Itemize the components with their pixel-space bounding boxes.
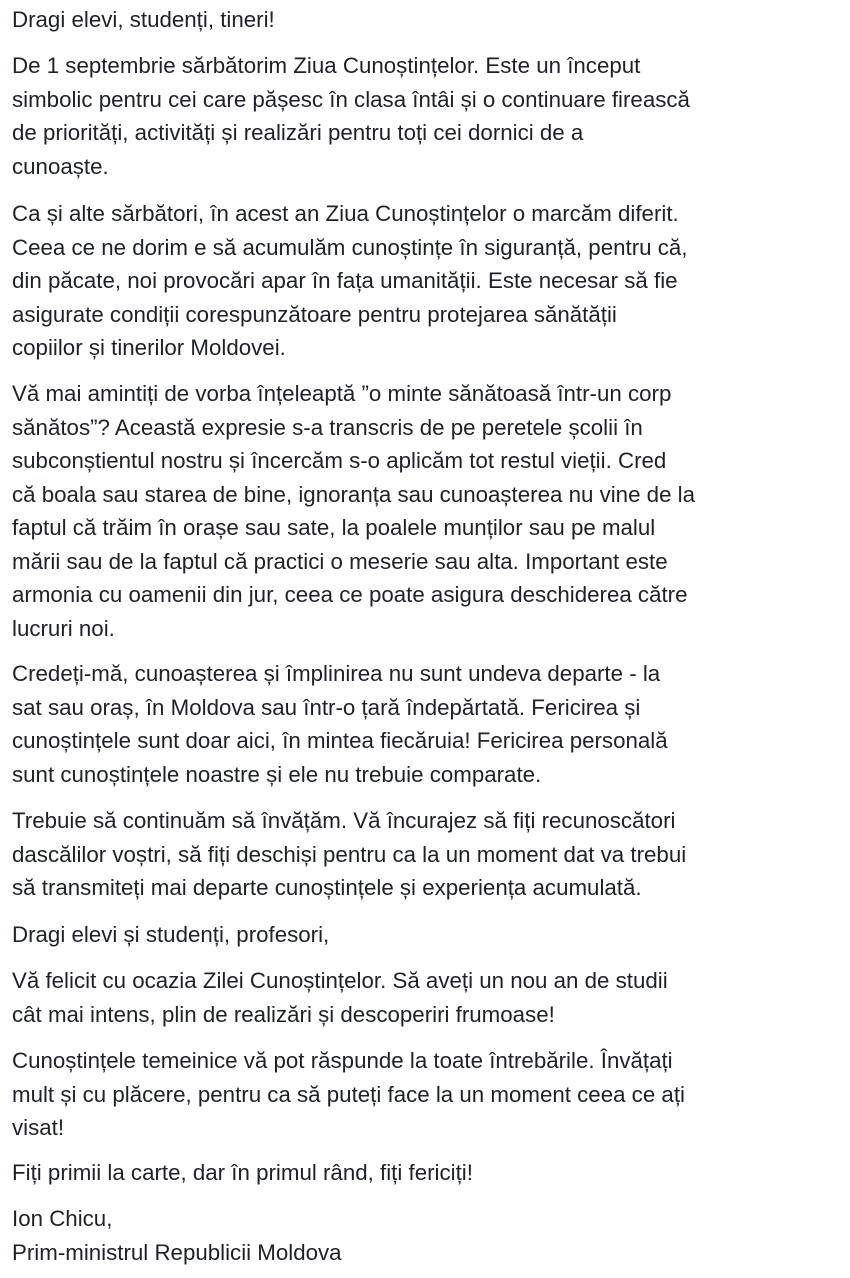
text-line: cât mai intens, plin de realizări și descoperiri frumoase!: [12, 1001, 555, 1027]
paragraph-5: [12, 804, 686, 905]
text-line: lucruri noi.: [12, 615, 115, 641]
paragraph-9: [12, 1156, 473, 1190]
text-line: armonia cu oamenii din jur, ceea ce poate asigura deschiderea către: [12, 582, 688, 607]
text-line: sănătos”? Această expresie s-a transcris de pe peretele școlii în: [12, 414, 643, 440]
text-line: simbolic pentru cei care pășesc în clasa întâi și o continuare firească: [12, 86, 690, 112]
signature: [12, 1202, 342, 1269]
text-line: Ceea ce ne dorim e să acumulăm cunoștințe în siguranță, pentru că,: [12, 234, 688, 260]
signature-name: Ion Chicu,: [12, 1206, 113, 1231]
signature-title: Prim-ministrul Republicii Moldova: [12, 1239, 342, 1265]
text-line: cunoștințele sunt doar aici, în mintea fiecăruia! Fericirea personală: [12, 728, 668, 753]
text-line: Ca și alte sărbători, în acest an Ziua Cunoștințelor o marcăm diferit.: [12, 201, 679, 226]
text-line: dascălilor voștri, să fiți deschiși pentru ca la un moment dat va trebui: [12, 841, 687, 867]
text-line: Dragi elevi, studenți, tineri!: [12, 7, 275, 32]
text-line: mării sau de la faptul că practici o meserie sau alta. Important este: [12, 548, 668, 574]
text-line: De 1 septembrie sărbătorim Ziua Cunoștințelor. Este un început: [12, 53, 641, 78]
paragraph-8: [12, 1044, 685, 1145]
paragraph-6: [12, 918, 329, 952]
text-line: Dragi elevi și studenți, profesori,: [12, 922, 330, 947]
text-line: din păcate, noi provocări apar în fața umanității. Este necesar să fie: [12, 268, 678, 293]
text-line: Vă felicit cu ocazia Zilei Cunoștințelor. Să aveți un nou an de studii: [12, 968, 668, 993]
greeting: [12, 3, 275, 37]
text-line: subconștientul nostru și încercăm s-o aplicăm tot restul vieții. Cred: [12, 448, 667, 473]
text-line: asigurate condiții corespunzătoare pentru protejarea sănătății: [12, 301, 617, 327]
text-line: Trebuie să continuăm să învățăm. Vă încurajez să fiți recunoscători: [12, 808, 676, 833]
text-line: mult și cu plăcere, pentru ca să puteți face la un moment ceea ce ați: [12, 1081, 685, 1107]
text-line: Credeți-mă, cunoașterea și împlinirea nu sunt undeva departe - la: [12, 661, 661, 686]
paragraph-1: [12, 49, 690, 183]
text-line: sunt cunoștințele noastre și ele nu trebuie comparate.: [12, 761, 542, 787]
text-line: faptul că trăim în orașe sau sate, la poalele munților sau pe malul: [12, 515, 656, 540]
text-line: Fiți primii la carte, dar în primul rând, fiți fericiți!: [12, 1160, 473, 1185]
text-line: sat sau oraș, în Moldova sau într-o țară îndepărtată. Fericirea și: [12, 694, 641, 720]
text-line: că boala sau starea de bine, ignoranța sau cunoașterea nu vine de la: [12, 481, 696, 507]
text-line: de priorități, activități și realizări pentru toți cei dornici de a: [12, 120, 584, 145]
text-line: Vă mai amintiți de vorba înțeleaptă ”o minte sănătoasă într-un corp: [12, 381, 672, 406]
text-line: să transmiteți mai departe cunoștințele și experiența acumulată.: [12, 875, 642, 900]
paragraph-4: [12, 657, 668, 791]
paragraph-7: [12, 964, 668, 1031]
paragraph-2: [12, 197, 687, 365]
text-line: Cunoștințele temeinice vă pot răspunde la toate întrebările. Învățați: [12, 1048, 673, 1073]
text-line: copiilor și tinerilor Moldovei.: [12, 335, 286, 360]
text-line: cunoaște.: [12, 153, 109, 179]
paragraph-3: [12, 377, 695, 645]
text-line: visat!: [12, 1115, 65, 1140]
